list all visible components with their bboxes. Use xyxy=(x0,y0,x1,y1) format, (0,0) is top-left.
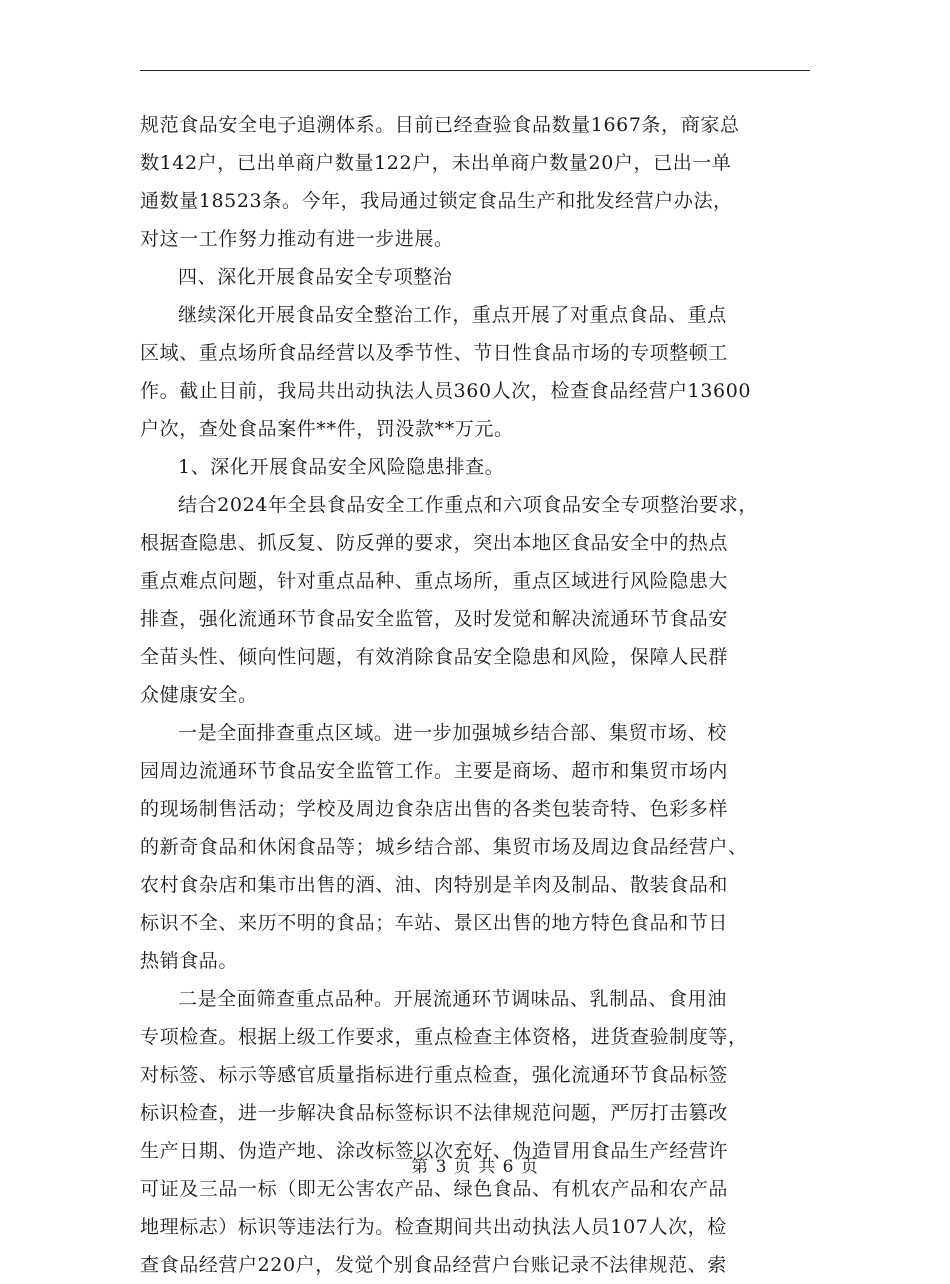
text-line: 标识检查，进一步解决食品标签标识不法律规范问题，严厉打击篡改 xyxy=(140,1102,729,1124)
text-line: 数142户，已出单商户数量122户，未出单商户数量20户，已出一单 xyxy=(140,152,732,174)
text-line: 对这一工作努力推动有进一步进展。 xyxy=(140,228,454,250)
text-line: 众健康安全。 xyxy=(140,684,258,706)
text-line: 地理标志）标识等违法行为。检查期间共出动执法人员107人次，检 xyxy=(140,1216,727,1238)
page-number: 第 3 页 共 6 页 xyxy=(411,1157,539,1177)
header-rule xyxy=(140,70,810,71)
text-line: 专项检查。根据上级工作要求，重点检查主体资格，进货查验制度等， xyxy=(140,1026,748,1048)
text-line: 标识不全、来历不明的食品；车站、景区出售的地方特色食品和节日 xyxy=(140,912,729,934)
text-line: 继续深化开展食品安全整治工作，重点开展了对重点食品、重点 xyxy=(178,304,727,326)
subsection-heading: 1、深化开展食品安全风险隐患排查。 xyxy=(178,456,505,478)
text-line: 热销食品。 xyxy=(140,950,239,972)
text-line: 农村食杂店和集市出售的酒、油、肉特别是羊肉及制品、散装食品和 xyxy=(140,874,729,896)
text-line: 全苗头性、倾向性问题，有效消除食品安全隐患和风险，保障人民群 xyxy=(140,646,729,668)
text-line: 户次，查处食品案件**件，罚没款**万元。 xyxy=(140,418,514,440)
text-line: 通数量18523条。今年，我局通过锁定食品生产和批发经营户办法， xyxy=(140,190,733,212)
text-line: 二是全面筛查重点品种。开展流通环节调味品、乳制品、食用油 xyxy=(178,988,727,1010)
text-line: 一是全面排查重点区域。进一步加强城乡结合部、集贸市场、校 xyxy=(178,722,727,744)
text-line: 生产日期、伪造产地、涂改标签以次充好、伪造冒用食品生产经营许 xyxy=(140,1140,729,1162)
text-line: 查食品经营户220户，发觉个别食品经营户台账记录不法律规范、索 xyxy=(140,1254,727,1276)
text-line: 可证及三品一标（即无公害农产品、绿色食品、有机农产品和农产品 xyxy=(140,1178,729,1200)
text-line: 作。截止目前，我局共出动执法人员360人次，检查食品经营户13600 xyxy=(140,380,752,402)
text-line: 的现场制售活动；学校及周边食杂店出售的各类包装奇特、色彩多样 xyxy=(140,798,729,820)
text-line: 的新奇食品和休闲食品等；城乡结合部、集贸市场及周边食品经营户、 xyxy=(140,836,748,858)
text-line: 园周边流通环节食品安全监管工作。主要是商场、超市和集贸市场内 xyxy=(140,760,729,782)
body-text xyxy=(140,106,812,1284)
text-line: 根据查隐患、抓反复、防反弹的要求，突出本地区食品安全中的热点 xyxy=(140,532,729,554)
text-line: 重点难点问题，针对重点品种、重点场所，重点区域进行风险隐患大 xyxy=(140,570,729,592)
text-line: 区域、重点场所食品经营以及季节性、节日性食品市场的专项整顿工 xyxy=(140,342,729,364)
text-line: 结合2024年全县食品安全工作重点和六项食品安全专项整治要求， xyxy=(178,494,758,516)
text-line: 排查，强化流通环节食品安全监管，及时发觉和解决流通环节食品安 xyxy=(140,608,729,630)
text-line: 规范食品安全电子追溯体系。目前已经查验食品数量1667条，商家总 xyxy=(140,114,740,136)
section-heading: 四、深化开展食品安全专项整治 xyxy=(178,266,453,288)
text-line: 对标签、标示等感官质量指标进行重点检查，强化流通环节食品标签 xyxy=(140,1064,729,1086)
